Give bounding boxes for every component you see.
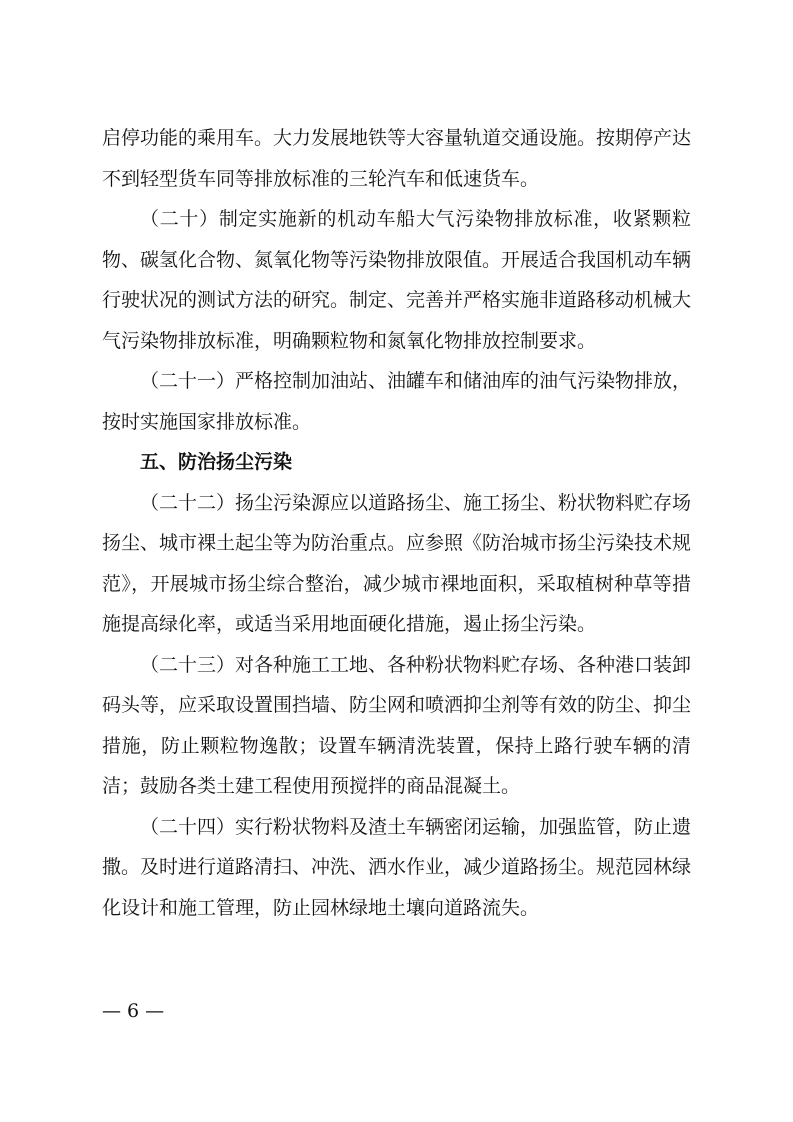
paragraph-item-20: （二十）制定实施新的机动车船大气污染物排放标准，收紧颗粒物、碳氢化合物、氮氧化物等污染物排放限值。开展适合我国机动车辆行驶状况的测试方法的研究。制定、完善并严格实施非道路移动机械大气污染物排放标准，明确颗粒物和氮氧化物排放控制要求。 (102, 208, 692, 352)
document-body (102, 118, 691, 928)
paragraph-continuation: 启停功能的乘用车。大力发展地铁等大容量轨道交通设施。按期停产达不到轻型货车同等排放标准的三轮汽车和低速货车。 (102, 127, 692, 190)
paragraph-item-23: （二十三）对各种施工工地、各种粉状物料贮存场、各种港口装卸码头等，应采取设置围挡墙、防尘网和喷洒抑尘剂等有效的防尘、抑尘措施，防止颗粒物逸散；设置车辆清洗装置，保持上路行驶车辆的清洁；鼓励各类土建工程使用预搅拌的商品混凝土。 (102, 653, 692, 797)
paragraph-item-24: （二十四）实行粉状物料及渣土车辆密闭运输，加强监管，防止遗撒。及时进行道路清扫、冲洗、洒水作业，减少道路扬尘。规范园林绿化设计和施工管理，防止园林绿地土壤向道路流失。 (102, 815, 692, 919)
section-heading-5: 五、防治扬尘污染 (140, 451, 293, 473)
paragraph-item-21: （二十一）严格控制加油站、油罐车和储油库的油气污染物排放，按时实施国家排放标准。 (102, 370, 692, 433)
page-number: — 6 — (102, 1000, 165, 1022)
paragraph-item-22: （二十二）扬尘污染源应以道路扬尘、施工扬尘、粉状物料贮存场扬尘、城市裸土起尘等为防治重点。应参照《防治城市扬尘污染技术规范》，开展城市扬尘综合整治，减少城市裸地面积，采取植树种草等措施提高绿化率，或适当采用地面硬化措施，遏止扬尘污染。 (102, 491, 692, 635)
